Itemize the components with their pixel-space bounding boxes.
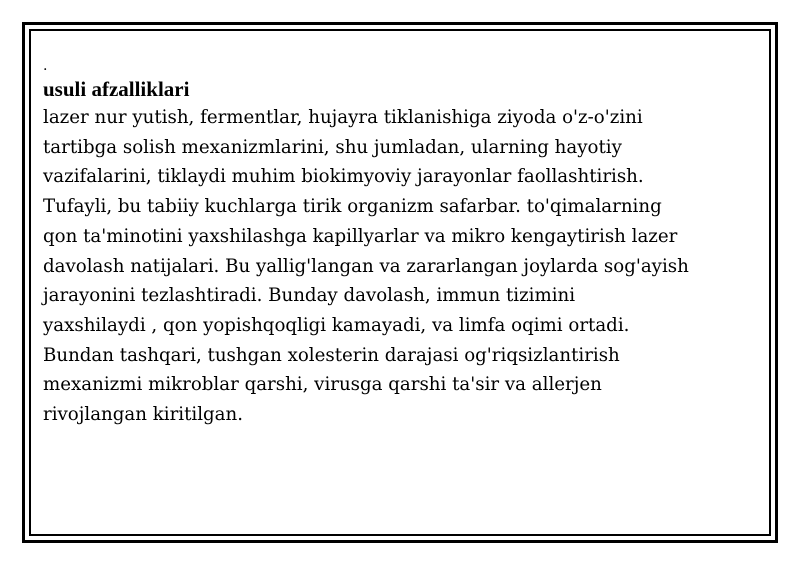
text-line: davolash natijalari. Bu yallig'langan va zararlangan joylarda sog'ayish: [43, 255, 689, 277]
document-content: [43, 59, 755, 430]
leading-dot: .: [43, 58, 48, 74]
text-line: Bundan tashqari, tushgan xolesterin darajasi og'riqsizlantirish: [43, 344, 620, 366]
text-line: rivojlangan kiritilgan.: [43, 404, 244, 426]
text-line: lazer nur yutish, fermentlar, hujayra tiklanishiga ziyoda o'z-o'zini: [43, 107, 643, 128]
text-line: qon ta'minotini yaxshilashga kapillyarlar va mikro kengaytirish lazer: [43, 225, 678, 247]
text-line: yaxshilaydi , qon yopishqoqligi kamayadi, va limfa oqimi ortadi.: [43, 314, 630, 336]
inner-border-frame: [29, 29, 771, 536]
body-paragraph: [43, 103, 755, 430]
text-line: jarayonini tezlashtiradi. Bunday davolash, immun tizimini: [43, 285, 576, 307]
text-line: vazifalarini, tiklaydi muhim biokimyoviy jarayonlar faollashtirish.: [43, 166, 644, 188]
text-line: mexanizmi mikroblar qarshi, virusga qarshi ta'sir va allerjen: [43, 374, 602, 396]
section-heading: usuli afzalliklari: [43, 77, 190, 101]
outer-border-frame: [22, 22, 778, 543]
text-line: Tufayli, bu tabiiy kuchlarga tirik organizm safarbar. to'qimalarning: [43, 196, 662, 218]
text-line: tartibga solish mexanizmlarini, shu jumladan, ularning hayotiy: [43, 136, 622, 158]
